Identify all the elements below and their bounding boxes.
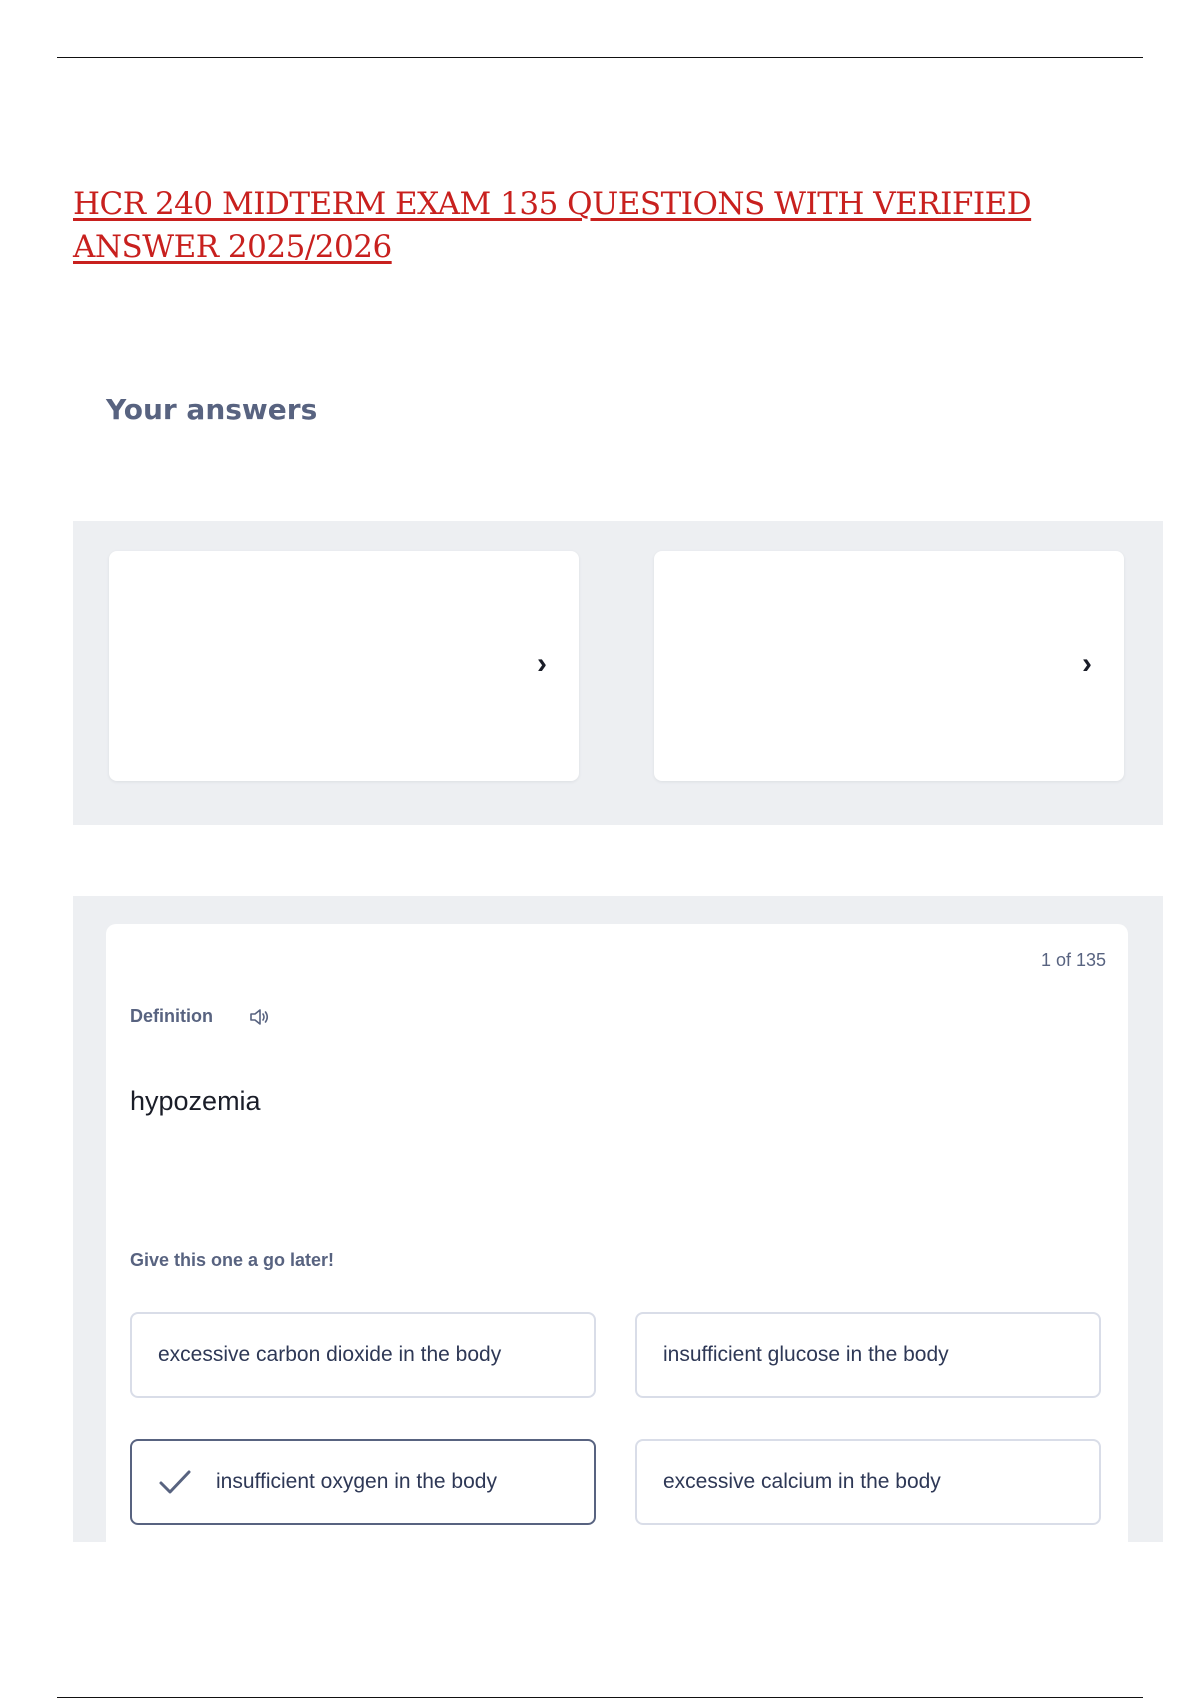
answer-option-4[interactable]: [635, 1439, 1101, 1525]
checkmark-icon: [158, 1468, 192, 1496]
answer-option-text: insufficient oxygen in the body: [216, 1470, 497, 1493]
question-counter: 1 of 135: [1040, 950, 1106, 970]
document-title: HCR 240 MIDTERM EXAM 135 QUESTIONS WITH VERIFIED ANSWER 2025/2026: [73, 186, 1032, 265]
definition-label: Definition: [130, 1006, 213, 1026]
answer-option-text: insufficient glucose in the body: [663, 1343, 949, 1366]
answer-option-text: excessive calcium in the body: [663, 1470, 941, 1493]
your-answers-heading: Your answers: [106, 393, 318, 426]
speaker-icon[interactable]: [248, 1007, 270, 1027]
nav-card-left[interactable]: [109, 551, 579, 781]
bottom-rule: [57, 1697, 1143, 1698]
question-term: hypozemia: [130, 1086, 261, 1116]
hint-text: Give this one a go later!: [130, 1250, 335, 1270]
top-rule: [57, 57, 1143, 58]
question-panel: [73, 896, 1163, 1542]
question-card: [106, 924, 1128, 1542]
chevron-right-icon[interactable]: ›: [537, 647, 547, 680]
navigation-panel: [73, 521, 1163, 825]
answer-option-2[interactable]: [635, 1312, 1101, 1398]
nav-card-right[interactable]: [654, 551, 1124, 781]
answer-option-1[interactable]: [130, 1312, 596, 1398]
chevron-right-icon[interactable]: ›: [1082, 647, 1092, 680]
answer-option-text: excessive carbon dioxide in the body: [158, 1343, 502, 1366]
answer-option-3-selected[interactable]: [130, 1439, 596, 1525]
